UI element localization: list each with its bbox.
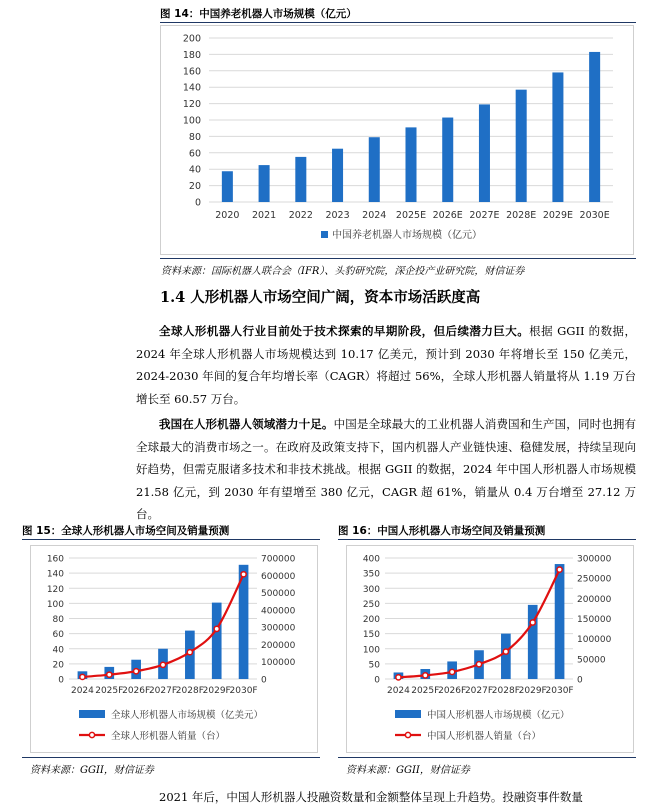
legend-swatch-bar bbox=[395, 710, 421, 718]
bar bbox=[552, 72, 563, 202]
y-left-tick-label: 0 bbox=[58, 675, 64, 686]
figure14-title: 图 14：中国养老机器人市场规模（亿元） bbox=[160, 8, 357, 20]
y-right-tick-label: 400000 bbox=[261, 606, 296, 617]
x-tick-label: 2027E bbox=[469, 210, 500, 221]
y-right-tick-label: 300000 bbox=[577, 554, 612, 565]
y-right-tick-label: 200000 bbox=[577, 594, 612, 605]
y-left-tick-label: 80 bbox=[52, 615, 64, 625]
y-tick-label: 40 bbox=[188, 164, 201, 176]
line-point bbox=[187, 650, 192, 655]
y-left-tick-label: 0 bbox=[374, 675, 380, 686]
y-tick-label: 200 bbox=[182, 33, 201, 45]
y-left-tick-label: 200 bbox=[362, 615, 380, 625]
paragraph-1-body: 根据 GGII 的数据，2024 年全球人形机器人市场规模达到 10.17 亿美元，预计到 2030 年将增长至 150 亿美元，2024-2030 年间的复合年均增长率（CAGR）将超过 56%，全球人形机器人销量将从 1.19 万台增长至 60.57 万台。 bbox=[136, 324, 636, 406]
figure14-frame bbox=[160, 25, 634, 255]
paragraph-3: 2021 年后，中国人形机器人投融资数量和金额整体呈现上升趋势。投融资事件数量 bbox=[159, 790, 583, 804]
bar bbox=[212, 603, 222, 679]
x-tick-label: 2025F bbox=[95, 686, 124, 696]
x-tick-label: 2030F bbox=[545, 686, 574, 696]
x-tick-label: 2026F bbox=[438, 686, 467, 696]
y-left-tick-label: 120 bbox=[46, 584, 64, 595]
y-left-tick-label: 40 bbox=[52, 645, 64, 656]
x-tick-label: 2028E bbox=[506, 210, 537, 221]
legend-swatch-marker bbox=[405, 732, 410, 737]
y-left-tick-label: 250 bbox=[362, 599, 380, 610]
y-right-tick-label: 300000 bbox=[261, 623, 296, 634]
paragraph-2-lead: 我国在人形机器人领域潜力十足。 bbox=[159, 417, 334, 431]
y-left-tick-label: 100 bbox=[362, 645, 380, 656]
line-point bbox=[476, 662, 481, 667]
line-point bbox=[530, 620, 535, 625]
bar bbox=[405, 127, 416, 202]
y-right-tick-label: 100000 bbox=[261, 658, 296, 669]
x-tick-label: 2029E bbox=[542, 210, 574, 221]
paragraph-1-lead: 全球人形机器人行业目前处于技术探索的早期阶段，但后续潜力巨大。 bbox=[159, 324, 530, 338]
y-right-tick-label: 150000 bbox=[577, 615, 612, 625]
y-right-tick-label: 50000 bbox=[577, 655, 606, 666]
bar bbox=[295, 157, 306, 202]
y-left-tick-label: 60 bbox=[52, 630, 64, 641]
bar bbox=[442, 118, 453, 202]
y-right-tick-label: 250000 bbox=[577, 574, 612, 585]
bar bbox=[589, 52, 600, 202]
bar bbox=[555, 564, 565, 679]
y-tick-label: 120 bbox=[182, 99, 201, 111]
x-tick-label: 2023 bbox=[325, 210, 350, 221]
legend-label-line: 中国人形机器人销量（台） bbox=[427, 731, 542, 742]
legend-label-bar: 全球人形机器人市场规模（亿美元） bbox=[111, 710, 264, 721]
y-tick-label: 160 bbox=[182, 66, 201, 78]
line-point bbox=[503, 649, 508, 654]
bar bbox=[259, 165, 270, 202]
x-tick-label: 2030F bbox=[229, 686, 258, 696]
line-point bbox=[557, 567, 562, 572]
figure15-source: 资料来源：GGII，财信证券 bbox=[30, 765, 154, 776]
x-tick-label: 2027F bbox=[464, 686, 494, 696]
line-point bbox=[107, 672, 112, 677]
figure14-chart bbox=[161, 26, 633, 254]
x-tick-label: 2025F bbox=[411, 686, 440, 696]
y-right-tick-label: 500000 bbox=[261, 589, 296, 600]
x-tick-label: 2028F bbox=[491, 686, 520, 696]
y-right-tick-label: 0 bbox=[577, 675, 583, 686]
x-tick-label: 2021 bbox=[251, 210, 277, 221]
y-right-tick-label: 700000 bbox=[261, 554, 296, 565]
figure14-source: 资料来源：国际机器人联合会（IFR）、头豹研究院，深企投产业研究院，财信证券 bbox=[161, 266, 525, 277]
bar bbox=[501, 634, 511, 679]
y-left-tick-label: 160 bbox=[46, 554, 64, 565]
figure16-source: 资料来源：GGII，财信证券 bbox=[346, 765, 470, 776]
section-heading: 1.4 人形机器人市场空间广阔，资本市场活跃度高 bbox=[160, 289, 481, 306]
line-point bbox=[80, 674, 85, 679]
figure16-chart bbox=[347, 546, 633, 752]
x-tick-label: 2028F bbox=[175, 686, 204, 696]
y-tick-label: 60 bbox=[188, 148, 201, 160]
x-tick-label: 2029F bbox=[518, 686, 547, 696]
legend-swatch bbox=[321, 231, 328, 238]
y-right-tick-label: 0 bbox=[261, 675, 267, 686]
paragraph-2-body: 中国是全球最大的工业机器人消费国和生产国，同时也拥有全球最大的消费市场之一。在政府及政策支持下，国内机器人产业链快速、稳健发展，持续呈现向好趋势，但需克服诸多技术和非技术挑战。根据 GGII 的数据，2024 年中国人形机器人市场规模 21.58 亿元，到 2030 年有望增至 380 亿元，CAGR 超 61%，销量从 0.4 万台增至 27.12 万台。 bbox=[136, 417, 636, 521]
paragraph-1 bbox=[136, 320, 636, 410]
y-right-tick-label: 200000 bbox=[261, 640, 296, 651]
y-left-tick-label: 140 bbox=[46, 569, 64, 580]
line-point bbox=[241, 572, 246, 577]
legend-label: 中国养老机器人市场规模（亿元） bbox=[332, 230, 482, 241]
legend-swatch-bar bbox=[79, 710, 105, 718]
x-tick-label: 2026F bbox=[122, 686, 151, 696]
y-tick-label: 80 bbox=[188, 131, 201, 143]
x-tick-label: 2030E bbox=[579, 210, 610, 221]
line-point bbox=[214, 626, 219, 631]
y-left-tick-label: 50 bbox=[368, 660, 380, 671]
figure16-frame bbox=[346, 545, 634, 753]
y-right-tick-label: 100000 bbox=[577, 635, 612, 646]
x-tick-label: 2026E bbox=[432, 210, 463, 221]
figure15-frame bbox=[30, 545, 318, 753]
legend-label-bar: 中国人形机器人市场规模（亿元） bbox=[427, 710, 570, 721]
bar bbox=[479, 104, 490, 202]
figure16-title: 图 16：中国人形机器人市场空间及销量预测 bbox=[338, 525, 546, 537]
y-tick-label: 180 bbox=[182, 49, 201, 61]
y-right-tick-label: 600000 bbox=[261, 571, 296, 582]
line-point bbox=[160, 662, 165, 667]
line-point bbox=[423, 673, 428, 678]
y-left-tick-label: 20 bbox=[52, 660, 64, 671]
y-left-tick-label: 400 bbox=[362, 554, 380, 565]
figure15-chart bbox=[31, 546, 317, 752]
y-left-tick-label: 100 bbox=[46, 599, 64, 610]
y-tick-label: 140 bbox=[182, 82, 201, 94]
line-point bbox=[396, 675, 401, 680]
line-point bbox=[134, 669, 139, 674]
bar bbox=[516, 90, 527, 202]
x-tick-label: 2024 bbox=[70, 686, 94, 696]
y-tick-label: 20 bbox=[188, 181, 201, 193]
x-tick-label: 2020 bbox=[215, 210, 240, 221]
x-tick-label: 2024 bbox=[362, 210, 387, 221]
legend-label-line: 全球人形机器人销量（台） bbox=[111, 731, 226, 742]
y-left-tick-label: 350 bbox=[362, 569, 380, 580]
y-left-tick-label: 150 bbox=[362, 630, 380, 641]
figure15-title: 图 15：全球人形机器人市场空间及销量预测 bbox=[22, 525, 230, 537]
x-tick-label: 2027F bbox=[148, 686, 178, 696]
x-tick-label: 2029F bbox=[202, 686, 231, 696]
line-point bbox=[450, 669, 455, 674]
y-tick-label: 100 bbox=[182, 115, 201, 127]
legend-swatch-marker bbox=[89, 732, 94, 737]
x-tick-label: 2024 bbox=[386, 686, 410, 696]
y-left-tick-label: 300 bbox=[362, 584, 380, 595]
paragraph-2 bbox=[136, 413, 636, 526]
x-tick-label: 2025E bbox=[395, 210, 427, 221]
bar bbox=[369, 137, 380, 202]
y-tick-label: 0 bbox=[194, 197, 201, 209]
bar bbox=[222, 171, 233, 202]
bar bbox=[332, 149, 343, 202]
x-tick-label: 2022 bbox=[288, 210, 313, 221]
